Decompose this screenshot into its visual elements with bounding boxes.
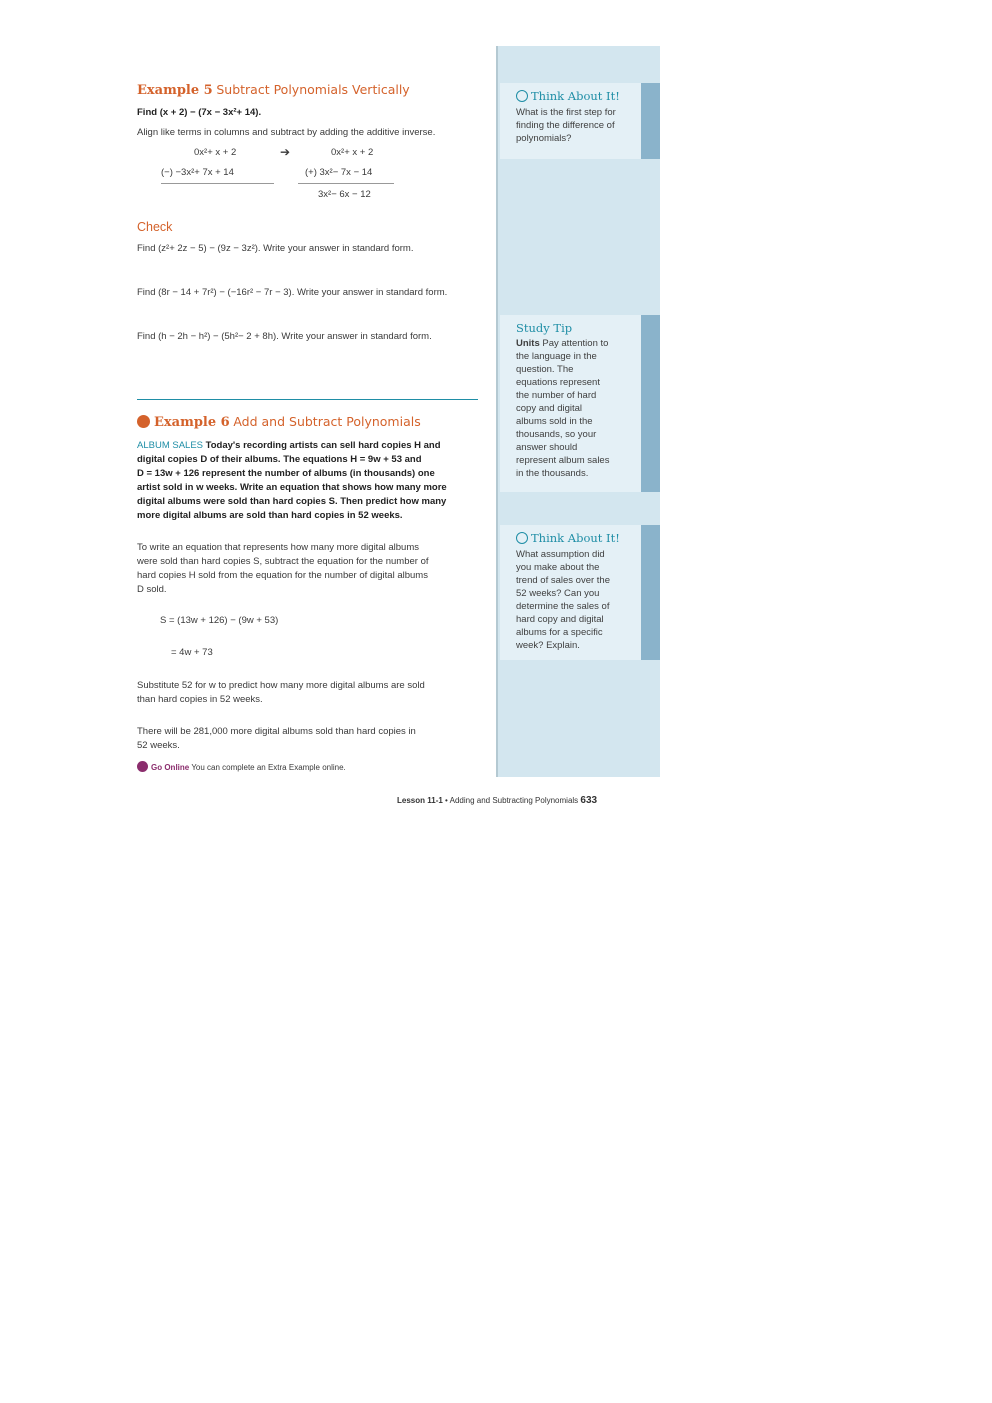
arrow-right-icon: ➔ xyxy=(280,145,291,159)
study-tip-box xyxy=(500,315,641,492)
right-top-expression: 0x²+ x + 2 xyxy=(331,147,374,158)
left-sum-rule xyxy=(161,183,274,184)
example-6-paragraph-1: To write an equation that represents how many more digital albums were sold than hard copies S, subtract the equation for the number of hard copies H sold from the equation for the number of digital albums D sold. xyxy=(137,542,429,595)
right-bottom-expression: (+) 3x²− 7x − 14 xyxy=(305,167,373,178)
think-about-it-title-2: Think About It! xyxy=(516,531,620,545)
section-divider xyxy=(137,399,478,400)
think-box-accent-bar-2 xyxy=(641,525,660,660)
study-tip-title: Study Tip xyxy=(516,321,573,335)
page-number: 633 xyxy=(580,795,598,806)
lightbulb-icon xyxy=(516,532,528,544)
study-tip-accent-bar xyxy=(641,315,660,492)
think-about-it-box-1 xyxy=(500,83,641,159)
check-question-1[interactable]: Find (z²+ 2z − 5) − (9z − 3z²). Write your answer in standard form. xyxy=(137,243,414,254)
left-top-expression: 0x²+ x + 2 xyxy=(194,147,237,158)
left-bottom-expression: (−) −3x²+ 7x + 14 xyxy=(161,167,234,178)
page-footer: Lesson 11-1 • Adding and Subtracting Polynomials 633 xyxy=(397,795,598,806)
example-6-paragraph-3: There will be 281,000 more digital albums sold than hard copies in 52 weeks. xyxy=(137,726,416,751)
check-question-3[interactable]: Find (h − 2h − h²) − (5h²− 2 + 8h). Write your answer in standard form. xyxy=(137,331,432,342)
study-tip-body: Units Pay attention to the language in the question. The equations represent the number of hard copy and digital albums sold in the thousands, so your answer should represent album sales in the thousands. xyxy=(516,338,610,479)
check-heading: Check xyxy=(137,220,173,234)
think-about-it-title-1: Think About It! xyxy=(516,89,620,103)
right-sum-rule xyxy=(298,183,394,184)
equation-step-2: = 4w + 73 xyxy=(171,647,213,658)
globe-icon xyxy=(137,415,150,428)
example-6-heading: Example 6 Add and Subtract Polynomials xyxy=(137,414,421,430)
lightbulb-icon xyxy=(516,90,528,102)
example-6-problem: ALBUM SALES Today's recording artists can sell hard copies H and digital copies D of their albums. The equations H = 9w + 53 and D = 13w + 126 represent the number of albums (in thousands) one artist sold in w weeks. Write an equation that shows how many more digital albums were sold than hard copies S. Then predict how many more digital albums are sold than hard copies in 52 weeks. xyxy=(137,440,447,521)
think-about-it-body-1: What is the first step for finding the difference of polynomials? xyxy=(516,107,616,144)
check-question-2[interactable]: Find (8r − 14 + 7r²) − (−16r² − 7r − 3). Write your answer in standard form. xyxy=(137,287,448,298)
go-online-link[interactable]: Go Online You can complete an Extra Example online. xyxy=(137,761,346,772)
subtraction-result: 3x²− 6x − 12 xyxy=(318,189,371,200)
example-5-prompt: Find (x + 2) − (7x − 3x²+ 14). xyxy=(137,107,262,118)
sidebar-divider xyxy=(496,46,498,777)
think-about-it-box-2 xyxy=(500,525,641,660)
think-box-accent-bar-1 xyxy=(641,83,660,159)
think-about-it-body-2: What assumption did you make about the trend of sales over the 52 weeks? Can you determine the sales of hard copy and digital albums for a specific week? Explain. xyxy=(516,549,610,651)
example-5-instruction: Align like terms in columns and subtract by adding the additive inverse. xyxy=(137,127,436,138)
go-online-icon xyxy=(137,761,148,772)
example-5-heading: Example 5 Subtract Polynomials Vertically xyxy=(137,82,410,98)
equation-step-1: S = (13w + 126) − (9w + 53) xyxy=(160,615,279,626)
example-6-paragraph-2: Substitute 52 for w to predict how many more digital albums are sold than hard copies in 52 weeks. xyxy=(137,680,425,705)
